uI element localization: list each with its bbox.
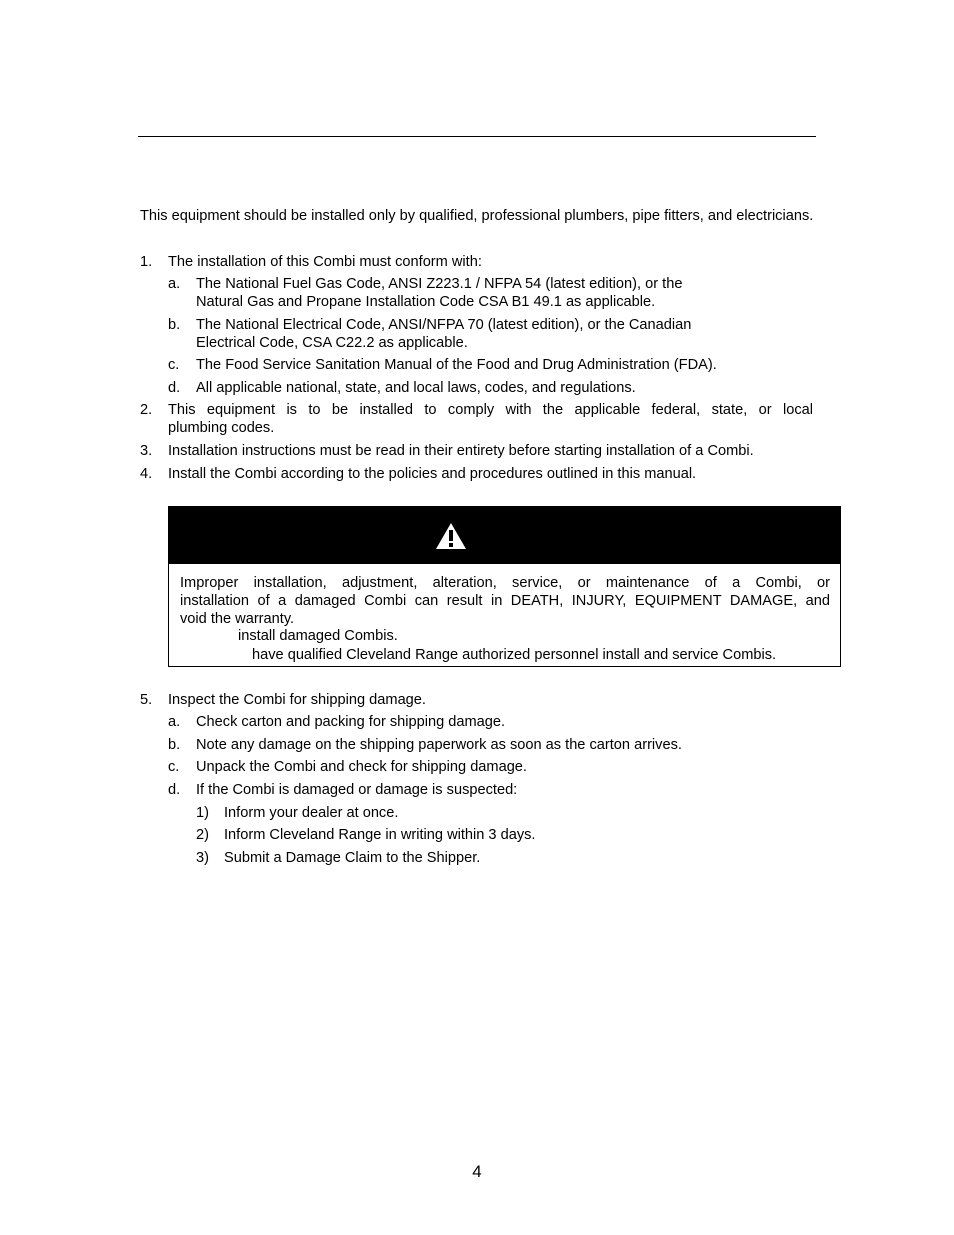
sublist-letter: a.	[168, 276, 181, 292]
sublist-letter: a.	[168, 714, 181, 730]
list-item-text: Installation instructions must be read in their entirety before starting installation of a Combi.	[168, 443, 754, 459]
step-text: Submit a Damage Claim to the Shipper.	[224, 850, 481, 866]
sublist-item-text: The National Electrical Code, ANSI/NFPA 70 (latest edition), or the Canadian	[196, 317, 692, 333]
intro-paragraph: This equipment should be installed only by qualified, professional plumbers, pipe fitters, and electricians.	[140, 208, 814, 224]
sublist-item-text: Electrical Code, CSA C22.2 as applicable.	[196, 335, 468, 351]
warning-text: void the warranty.	[180, 611, 295, 627]
sublist-letter: c.	[168, 357, 180, 373]
step-text: Inform your dealer at once.	[224, 805, 399, 821]
step-number: 1)	[196, 805, 209, 821]
sublist-item-text: Check carton and packing for shipping damage.	[196, 714, 506, 730]
step-number: 2)	[196, 827, 209, 843]
warning-triangle-icon	[435, 522, 467, 550]
sublist-letter: d.	[168, 380, 181, 396]
sublist-letter: b.	[168, 737, 181, 753]
sublist-item-text: Unpack the Combi and check for shipping damage.	[196, 759, 527, 775]
step-number: 3)	[196, 850, 209, 866]
sublist-item-text: The National Fuel Gas Code, ANSI Z223.1 / NFPA 54 (latest edition), or the	[196, 276, 683, 292]
step-text: Inform Cleveland Range in writing within 3 days.	[224, 827, 536, 843]
sublist-letter: b.	[168, 317, 181, 333]
sublist-letter: c.	[168, 759, 180, 775]
list-number: 1.	[140, 254, 153, 270]
list-item-text: This equipment is to be installed to comply with the applicable federal, state, or local	[168, 402, 813, 418]
page-number: 4	[472, 1162, 482, 1181]
sublist-item-text: Note any damage on the shipping paperwork as soon as the carton arrives.	[196, 737, 682, 753]
warning-text: have qualified Cleveland Range authorized personnel install and service Combis.	[252, 647, 777, 663]
warning-box	[168, 506, 841, 667]
header-rule	[138, 136, 816, 137]
sublist-item-text: All applicable national, state, and local laws, codes, and regulations.	[196, 380, 636, 396]
list-number: 5.	[140, 692, 153, 708]
list-item-text: plumbing codes.	[168, 420, 275, 436]
sublist-letter: d.	[168, 782, 181, 798]
warning-text: installation of a damaged Combi can result in DEATH, INJURY, EQUIPMENT DAMAGE, and	[180, 593, 830, 609]
sublist-item-text: Natural Gas and Propane Installation Code CSA B1 49.1 as applicable.	[196, 294, 656, 310]
list-item-text: The installation of this Combi must conform with:	[168, 254, 482, 270]
list-item-text: Inspect the Combi for shipping damage.	[168, 692, 426, 708]
list-number: 3.	[140, 443, 153, 459]
sublist-item-text: The Food Service Sanitation Manual of the Food and Drug Administration (FDA).	[196, 357, 717, 373]
list-number: 4.	[140, 466, 153, 482]
warning-text: install damaged Combis.	[238, 628, 398, 644]
list-item-text: Install the Combi according to the policies and procedures outlined in this manual.	[168, 466, 697, 482]
list-number: 2.	[140, 402, 153, 418]
warning-header-bar	[169, 507, 840, 564]
sublist-item-text: If the Combi is damaged or damage is suspected:	[196, 782, 518, 798]
warning-text: Improper installation, adjustment, alteration, service, or maintenance of a Combi, or	[180, 575, 830, 591]
